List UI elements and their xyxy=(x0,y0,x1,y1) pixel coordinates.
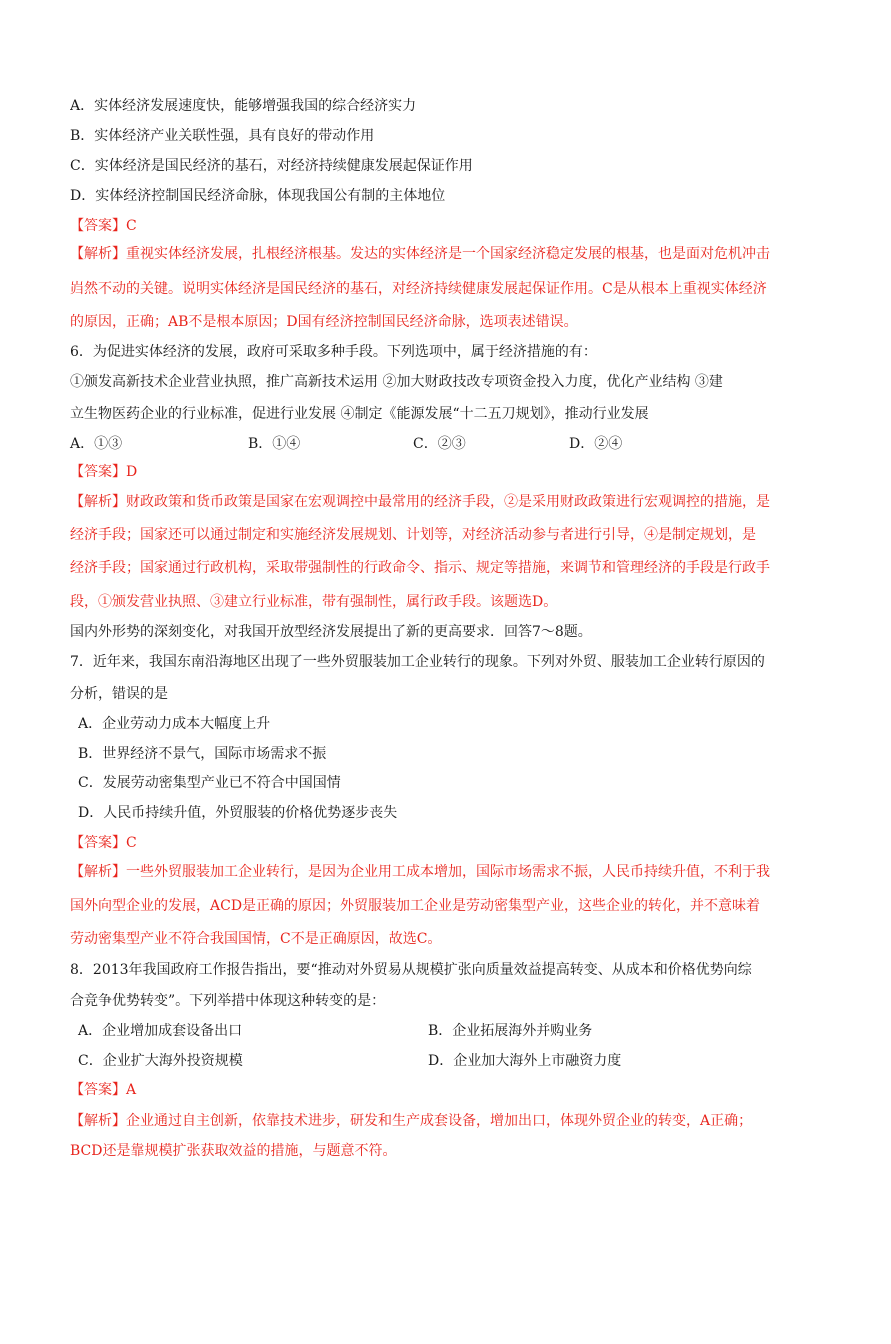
q6-option-a: A．①③ xyxy=(70,436,123,452)
q6-option-b: B．①④ xyxy=(248,436,301,452)
q7-option-b: B．世界经济不景气，国际市场需求不振 xyxy=(78,746,327,762)
q8-option-c: C．企业扩大海外投资规模 xyxy=(78,1053,243,1069)
q6-statements-line-2: 立生物医药企业的行业标准，促进行业发展 ④制定《能源发展“十二五刀规划》，推动行业发展 xyxy=(70,406,649,422)
q6-analysis-line-2: 经济手段；国家还可以通过制定和实施经济发展规划、计划等，对经济活动参与者进行引导，④是制定规划，是 xyxy=(70,527,756,543)
q7-option-c: C．发展劳动密集型产业已不符合中国国情 xyxy=(78,775,341,791)
q8-analysis-line-2: BCD还是靠规模扩张获取效益的措施，与题意不符。 xyxy=(70,1143,397,1159)
q6-option-c: C．②③ xyxy=(413,436,466,452)
q5-option-a: A．实体经济发展速度快，能够增强我国的综合经济实力 xyxy=(70,98,417,114)
q7-analysis-line-2: 国外向型企业的发展，ACD是正确的原因；外贸服装加工企业是劳动密集型产业，这些企业的转化，并不意味着 xyxy=(70,898,761,914)
q8-stem-line-2: 合竞争优势转变”。下列举措中体现这种转变的是： xyxy=(70,993,386,1009)
q8-option-d: D．企业加大海外上市融资力度 xyxy=(428,1053,622,1069)
q5-analysis-line-3: 的原因，正确；AB不是根本原因；D国有经济控制国民经济命脉，选项表述错误。 xyxy=(70,314,578,330)
intro-questions-7-8: 国内外形势的深刻变化，对我国开放型经济发展提出了新的更高要求．回答7～8题。 xyxy=(70,624,592,640)
q5-answer: 【答案】C xyxy=(70,218,137,234)
q7-stem-line-2: 分析，错误的是 xyxy=(70,686,168,702)
q6-option-d: D．②④ xyxy=(569,436,623,452)
q5-option-b: B．实体经济产业关联性强，具有良好的带动作用 xyxy=(70,128,375,144)
q7-option-d: D．人民币持续升值，外贸服装的价格优势逐步丧失 xyxy=(78,805,398,821)
q6-analysis-line-1: 【解析】财政政策和货币政策是国家在宏观调控中最常用的经济手段，②是采用财政政策进行宏观调控的措施，是 xyxy=(70,494,770,510)
q8-answer: 【答案】A xyxy=(70,1082,137,1098)
q5-analysis-line-2: 岿然不动的关键。说明实体经济是国民经济的基石，对经济持续健康发展起保证作用。C是从根本上重视实体经济 xyxy=(70,281,767,297)
q8-option-a: A．企业增加成套设备出口 xyxy=(78,1023,243,1039)
q7-answer: 【答案】C xyxy=(70,835,137,851)
q7-stem-line-1: 7．近年来，我国东南沿海地区出现了一些外贸服装加工企业转行的现象。下列对外贸、服装加工企业转行原因的 xyxy=(70,654,765,670)
q5-option-c: C．实体经济是国民经济的基石，对经济持续健康发展起保证作用 xyxy=(70,158,473,174)
q8-option-b: B．企业拓展海外并购业务 xyxy=(428,1023,593,1039)
q5-analysis-line-1: 【解析】重视实体经济发展，扎根经济根基。发达的实体经济是一个国家经济稳定发展的根基，也是面对危机冲击 xyxy=(70,246,770,262)
q6-answer: 【答案】D xyxy=(70,464,138,480)
q6-analysis-line-3: 经济手段；国家通过行政机构，采取带强制性的行政命令、指示、规定等措施，来调节和管理经济的手段是行政手 xyxy=(70,560,770,576)
q6-stem: 6．为促进实体经济的发展，政府可采取多种手段。下列选项中，属于经济措施的有： xyxy=(70,344,597,360)
q7-option-a: A．企业劳动力成本大幅度上升 xyxy=(78,716,271,732)
q8-stem-line-1: 8．2013年我国政府工作报告指出，要“推动对外贸易从规模扩张向质量效益提高转变、从成本和价格优势向综 xyxy=(70,962,752,978)
q7-analysis-line-1: 【解析】一些外贸服装加工企业转行，是因为企业用工成本增加，国际市场需求不振，人民币持续升值，不利于我 xyxy=(70,864,770,880)
q6-analysis-line-4: 段，①颁发营业执照、③建立行业标准，带有强制性，属行政手段。该题选D。 xyxy=(70,594,558,610)
q6-statements-line-1: ①颁发高新技术企业营业执照，推广高新技术运用 ②加大财政技改专项资金投入力度，优化产业结构 ③建 xyxy=(70,374,723,390)
q7-analysis-line-3: 劳动密集型产业不符合我国国情，C不是正确原因，故选C。 xyxy=(70,931,442,947)
q5-option-d: D．实体经济控制国民经济命脉，体现我国公有制的主体地位 xyxy=(70,188,446,204)
q8-analysis-line-1: 【解析】企业通过自主创新，依靠技术进步，研发和生产成套设备，增加出口，体现外贸企业的转变，A正确； xyxy=(70,1113,753,1129)
